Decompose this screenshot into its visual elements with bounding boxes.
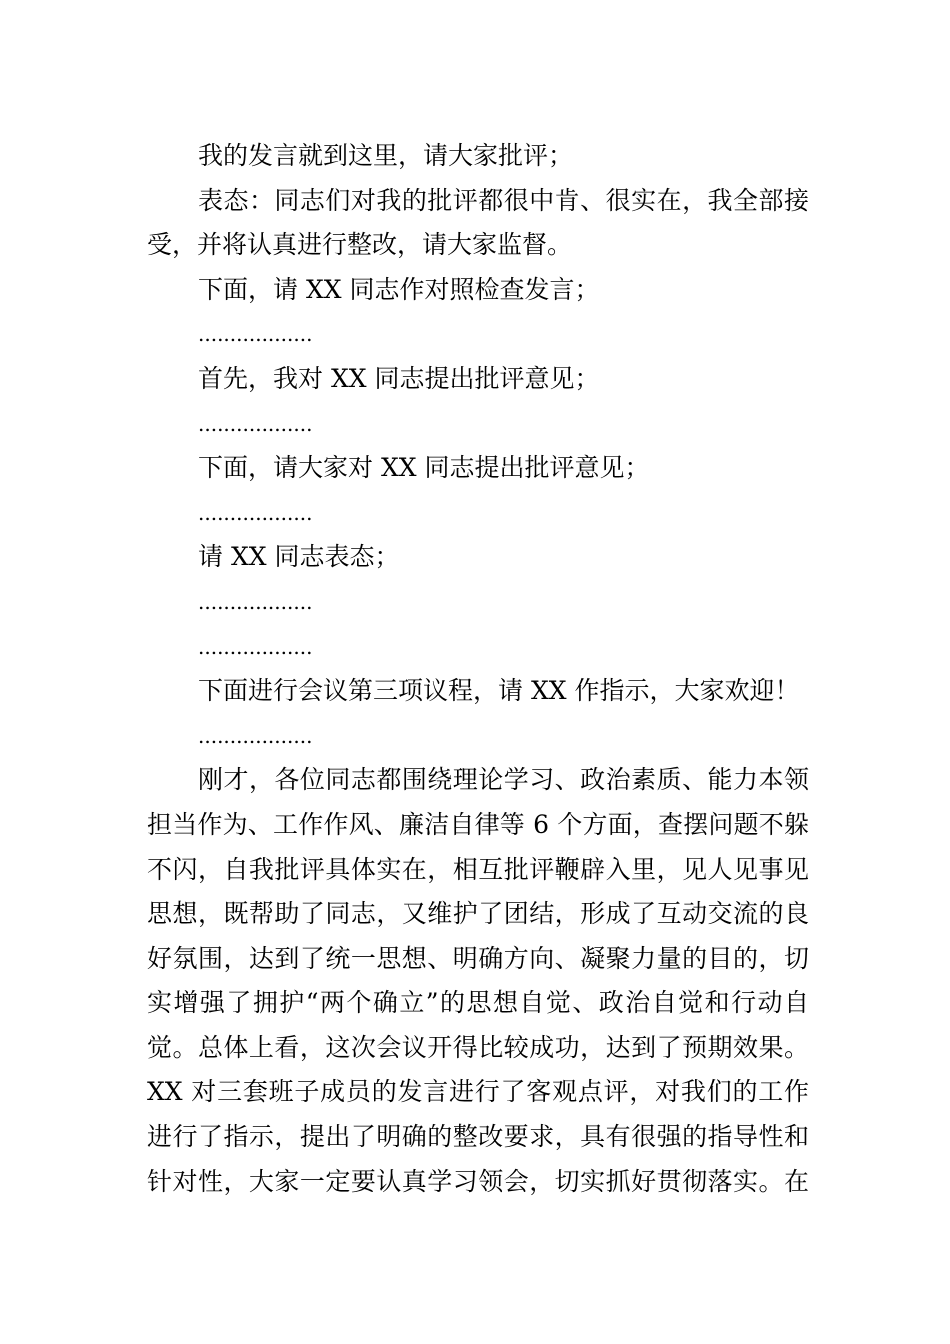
text-line: 不闪，自我批评具体实在，相互批评鞭辟入里，见人见事见: [147, 854, 809, 884]
text-line: 针对性，大家一定要认真学习领会，切实抓好贯彻落实。在: [147, 1166, 809, 1196]
text-line: 受，并将认真进行整改，请大家监督。: [147, 230, 573, 260]
text-line: 表态：同志们对我的批评都很中肯、很实在，我全部接: [198, 185, 809, 215]
ellipsis-line: ..................: [198, 589, 313, 614]
text-line: 担当作为、工作作风、廉洁自律等 6 个方面，查摆问题不躲: [147, 809, 809, 839]
text-line: 下面，请 XX 同志作对照检查发言；: [198, 274, 600, 304]
text-line: 实增强了拥护“两个确立”的思想自觉、政治自觉和行动自: [147, 988, 809, 1018]
ellipsis-line: ..................: [198, 322, 313, 347]
ellipsis-line: ..................: [198, 723, 313, 748]
ellipsis-line: ..................: [198, 500, 313, 525]
text-line: 思想，既帮助了同志，又维护了团结，形成了互动交流的良: [147, 899, 809, 929]
text-line: 进行了指示，提出了明确的整改要求，具有很强的指导性和: [147, 1122, 809, 1152]
text-line: 首先，我对 XX 同志提出批评意见；: [198, 363, 600, 393]
text-line: 刚才，各位同志都围绕理论学习、政治素质、能力本领: [198, 765, 809, 795]
text-line: 觉。总体上看，这次会议开得比较成功，达到了预期效果。: [147, 1032, 809, 1062]
document-body: [147, 134, 809, 1204]
text-line: 我的发言就到这里，请大家批评；: [198, 141, 574, 170]
text-line: 请 XX 同志表态；: [198, 542, 400, 572]
ellipsis-line: ..................: [198, 634, 313, 659]
text-line: 好氛围，达到了统一思想、明确方向、凝聚力量的目的，切: [147, 943, 809, 973]
text-line: 下面进行会议第三项议程，请 XX 作指示，大家欢迎！: [198, 676, 800, 706]
text-line: XX 对三套班子成员的发言进行了客观点评，对我们的工作: [147, 1077, 809, 1107]
ellipsis-line: ..................: [198, 411, 313, 436]
text-line: 下面，请大家对 XX 同志提出批评意见；: [198, 453, 650, 483]
